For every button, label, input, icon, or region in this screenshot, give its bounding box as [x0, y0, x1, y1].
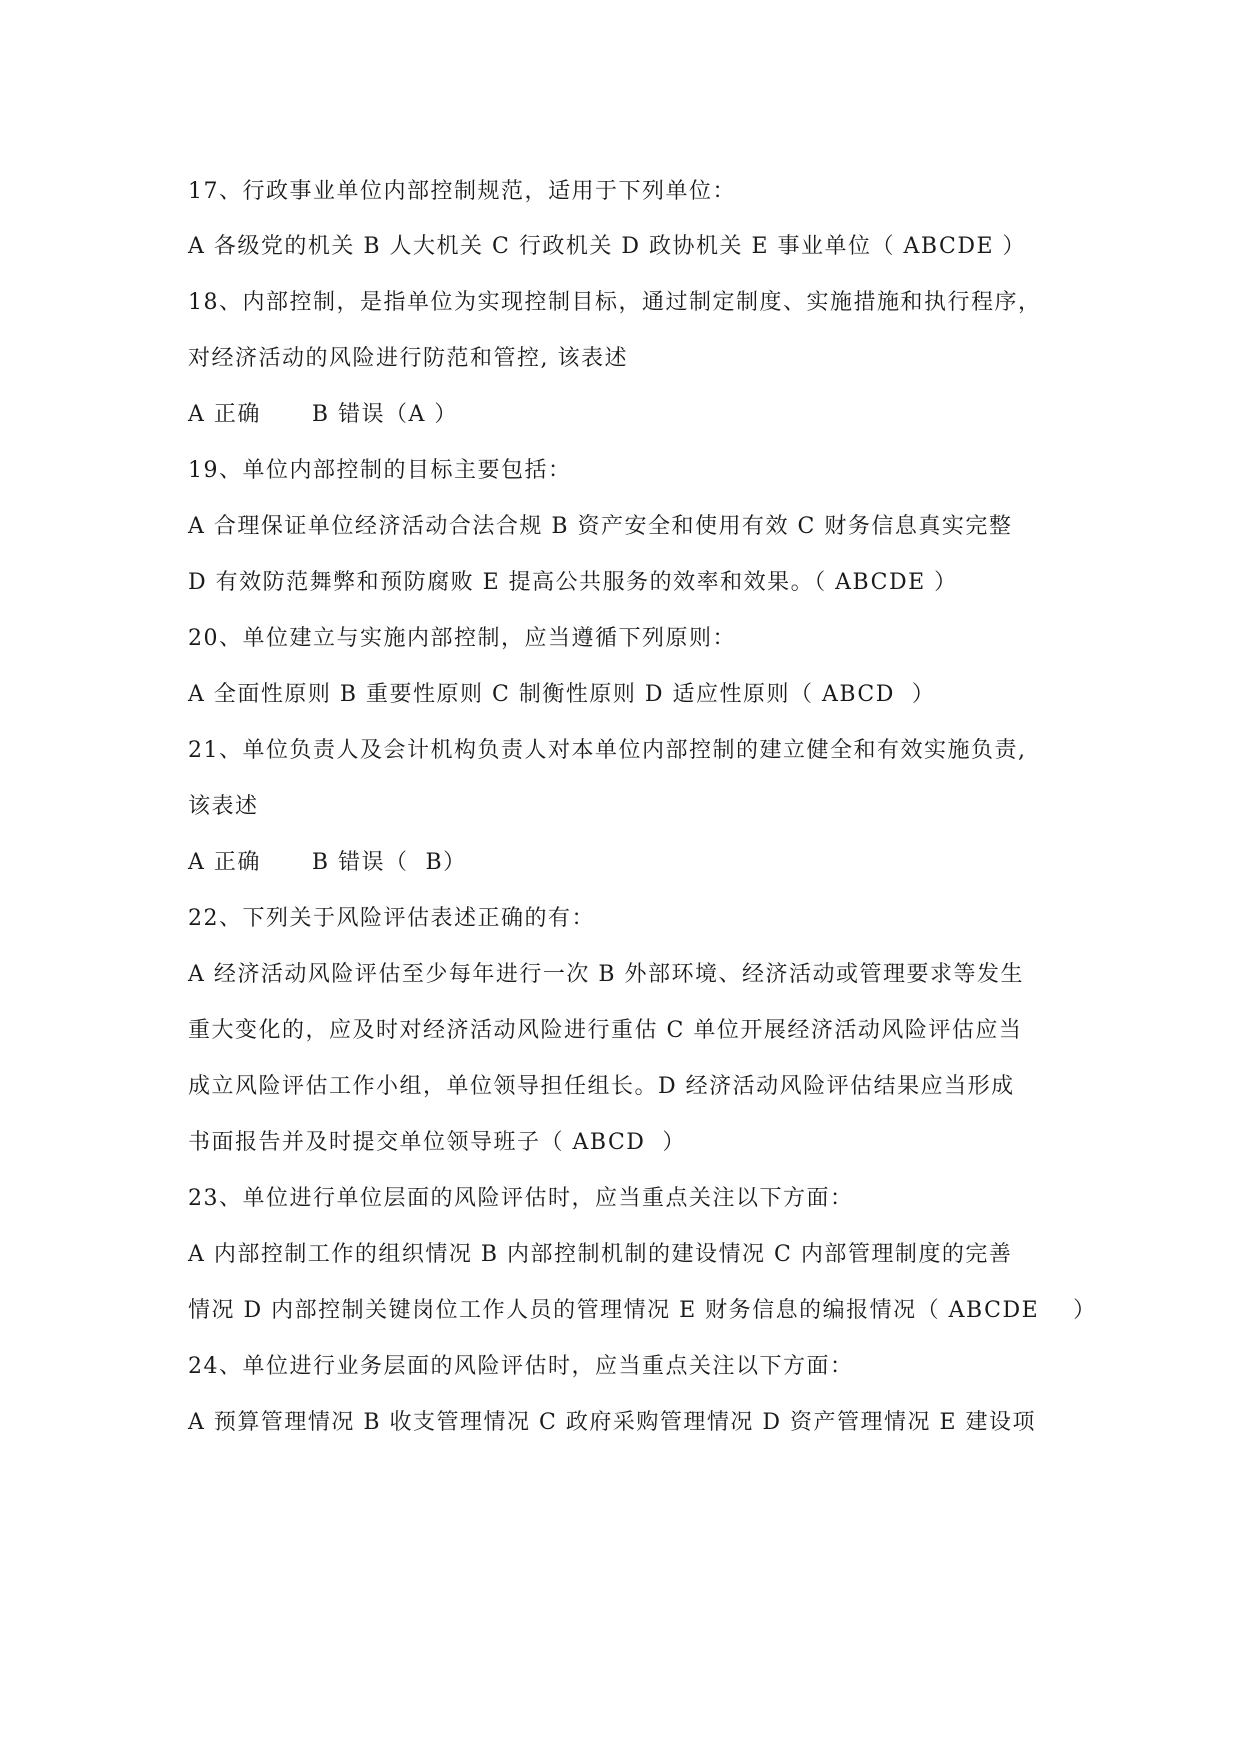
question-21-options: A 正确 B 错误（ B） [188, 850, 467, 875]
question-19: 19、单位内部控制的目标主要包括： [188, 458, 572, 483]
question-21-continuation: 该表述 [188, 794, 259, 819]
question-22-options: A 经济活动风险评估至少每年进行一次 B 外部环境、经济活动或管理要求等发生 [188, 962, 1025, 987]
question-23: 23、单位进行单位层面的风险评估时，应当重点关注以下方面： [188, 1186, 854, 1211]
question-23-options-continuation: 情况 D 内部控制关键岗位工作人员的管理情况 E 财务信息的编报情况（ ABCDE ） [188, 1298, 1097, 1323]
question-22-options-continuation-1: 重大变化的，应及时对经济活动风险进行重估 C 单位开展经济活动风险评估应当 [188, 1018, 1023, 1043]
question-20: 20、单位建立与实施内部控制，应当遵循下列原则： [188, 626, 736, 651]
question-24: 24、单位进行业务层面的风险评估时，应当重点关注以下方面： [188, 1354, 854, 1379]
question-17-options: A 各级党的机关 B 人大机关 C 行政机关 D 政协机关 E 事业单位（ ABCDE ） [188, 234, 1027, 259]
question-20-options: A 全面性原则 B 重要性原则 C 制衡性原则 D 适应性原则（ ABCD ） [188, 682, 936, 707]
question-22-options-continuation-3: 书面报告并及时提交单位领导班子（ ABCD ） [188, 1130, 686, 1155]
question-19-options: A 合理保证单位经济活动合法合规 B 资产安全和使用有效 C 财务信息真实完整 [188, 514, 1013, 539]
question-18: 18、内部控制，是指单位为实现控制目标，通过制定制度、实施措施和执行程序， [188, 290, 1042, 315]
question-22-options-continuation-2: 成立风险评估工作小组，单位领导担任组长。D 经济活动风险评估结果应当形成 [188, 1074, 1015, 1099]
question-19-options-continuation: D 有效防范舞弊和预防腐败 E 提高公共服务的效率和效果。（ ABCDE ） [188, 570, 958, 595]
question-23-options: A 内部控制工作的组织情况 B 内部控制机制的建设情况 C 内部管理制度的完善 [188, 1242, 1013, 1267]
question-18-continuation: 对经济活动的风险进行防范和管控, 该表述 [188, 346, 628, 371]
question-22: 22、下列关于风险评估表述正确的有： [188, 906, 595, 931]
question-17: 17、行政事业单位内部控制规范，适用于下列单位： [188, 179, 736, 204]
question-24-options: A 预算管理情况 B 收支管理情况 C 政府采购管理情况 D 资产管理情况 E 建设项 [188, 1410, 1037, 1435]
question-18-options: A 正确 B 错误（A ） [188, 402, 458, 427]
question-21: 21、单位负责人及会计机构负责人对本单位内部控制的建立健全和有效实施负责, [188, 738, 1027, 763]
